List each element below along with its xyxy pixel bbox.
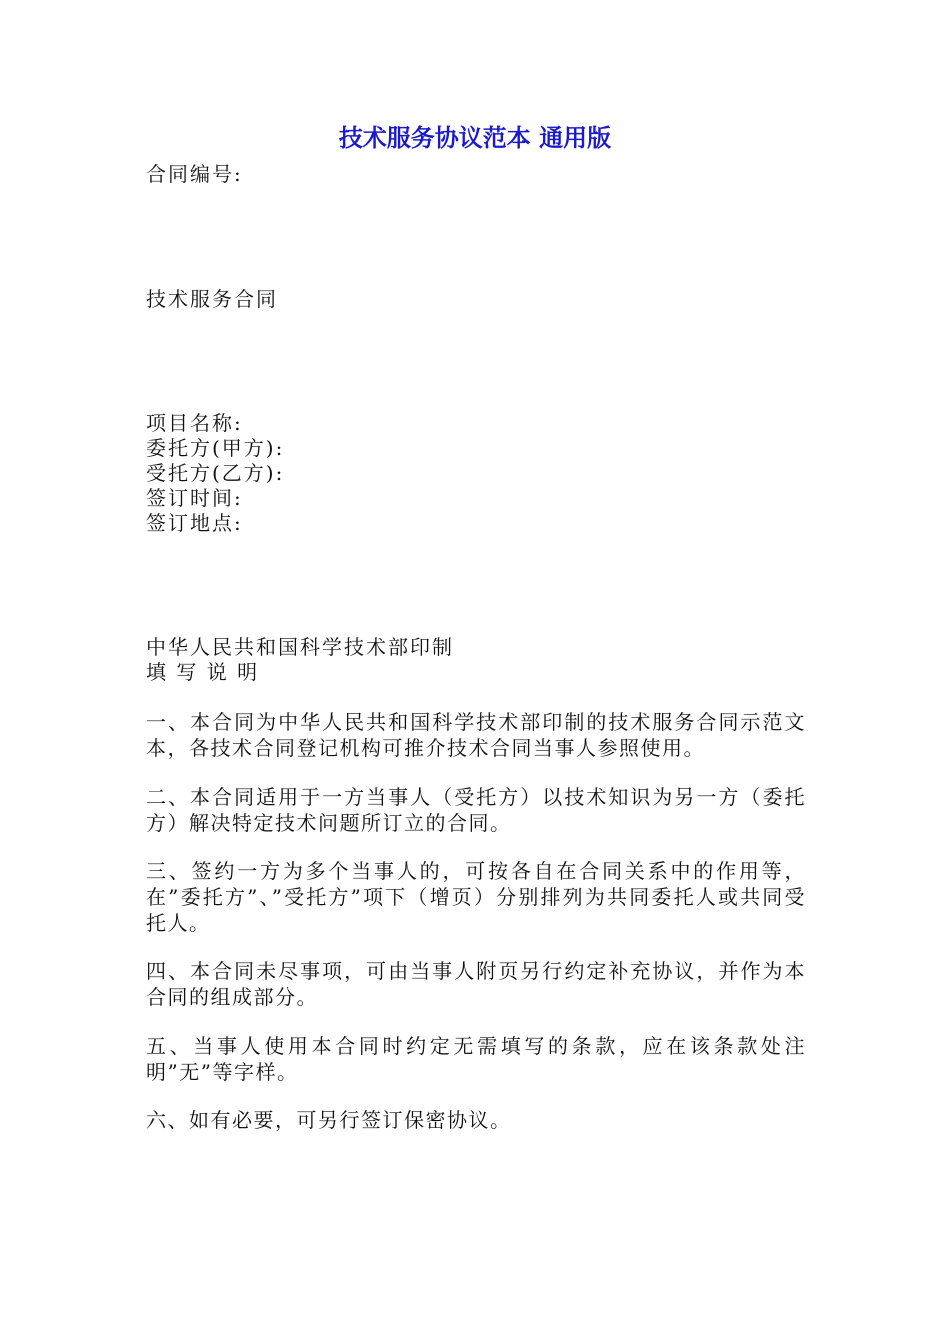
document-title: 技术服务协议范本 通用版 <box>338 124 612 152</box>
instruction-item-5: 五、当事人使用本合同时约定无需填写的条款，应在该条款处注明”无”等字样。 <box>146 1034 806 1084</box>
issuer-line: 中华人民共和国科学技术部印制 <box>146 635 454 659</box>
instruction-item-1: 一、本合同为中华人民共和国科学技术部印制的技术服务合同示范文本，各技术合同登记机构可推介技术合同当事人参照使用。 <box>146 710 806 760</box>
field-client: 委托方(甲方): <box>146 436 285 460</box>
instruction-item-6: 六、如有必要，可另行签订保密协议。 <box>146 1108 512 1132</box>
field-signing-place: 签订地点: <box>146 511 243 535</box>
instruction-item-2: 二、本合同适用于一方当事人（受托方）以技术知识为另一方（委托方）解决特定技术问题所订立的合同。 <box>146 785 806 835</box>
instruction-item-3: 三、签约一方为多个当事人的，可按各自在合同关系中的作用等，在”委托方”、”受托方”项下（增页）分别排列为共同委托人或共同受托人。 <box>146 859 806 935</box>
instructions-heading: 填 写 说 明 <box>146 660 260 684</box>
field-contractor: 受托方(乙方): <box>146 461 285 485</box>
field-signing-time: 签订时间: <box>146 486 243 510</box>
instruction-item-4: 四、本合同未尽事项，可由当事人附页另行约定补充协议，并作为本合同的组成部分。 <box>146 959 806 1009</box>
contract-number-label: 合同编号: <box>146 162 243 186</box>
contract-type: 技术服务合同 <box>146 287 278 311</box>
field-project-name: 项目名称: <box>146 411 243 435</box>
